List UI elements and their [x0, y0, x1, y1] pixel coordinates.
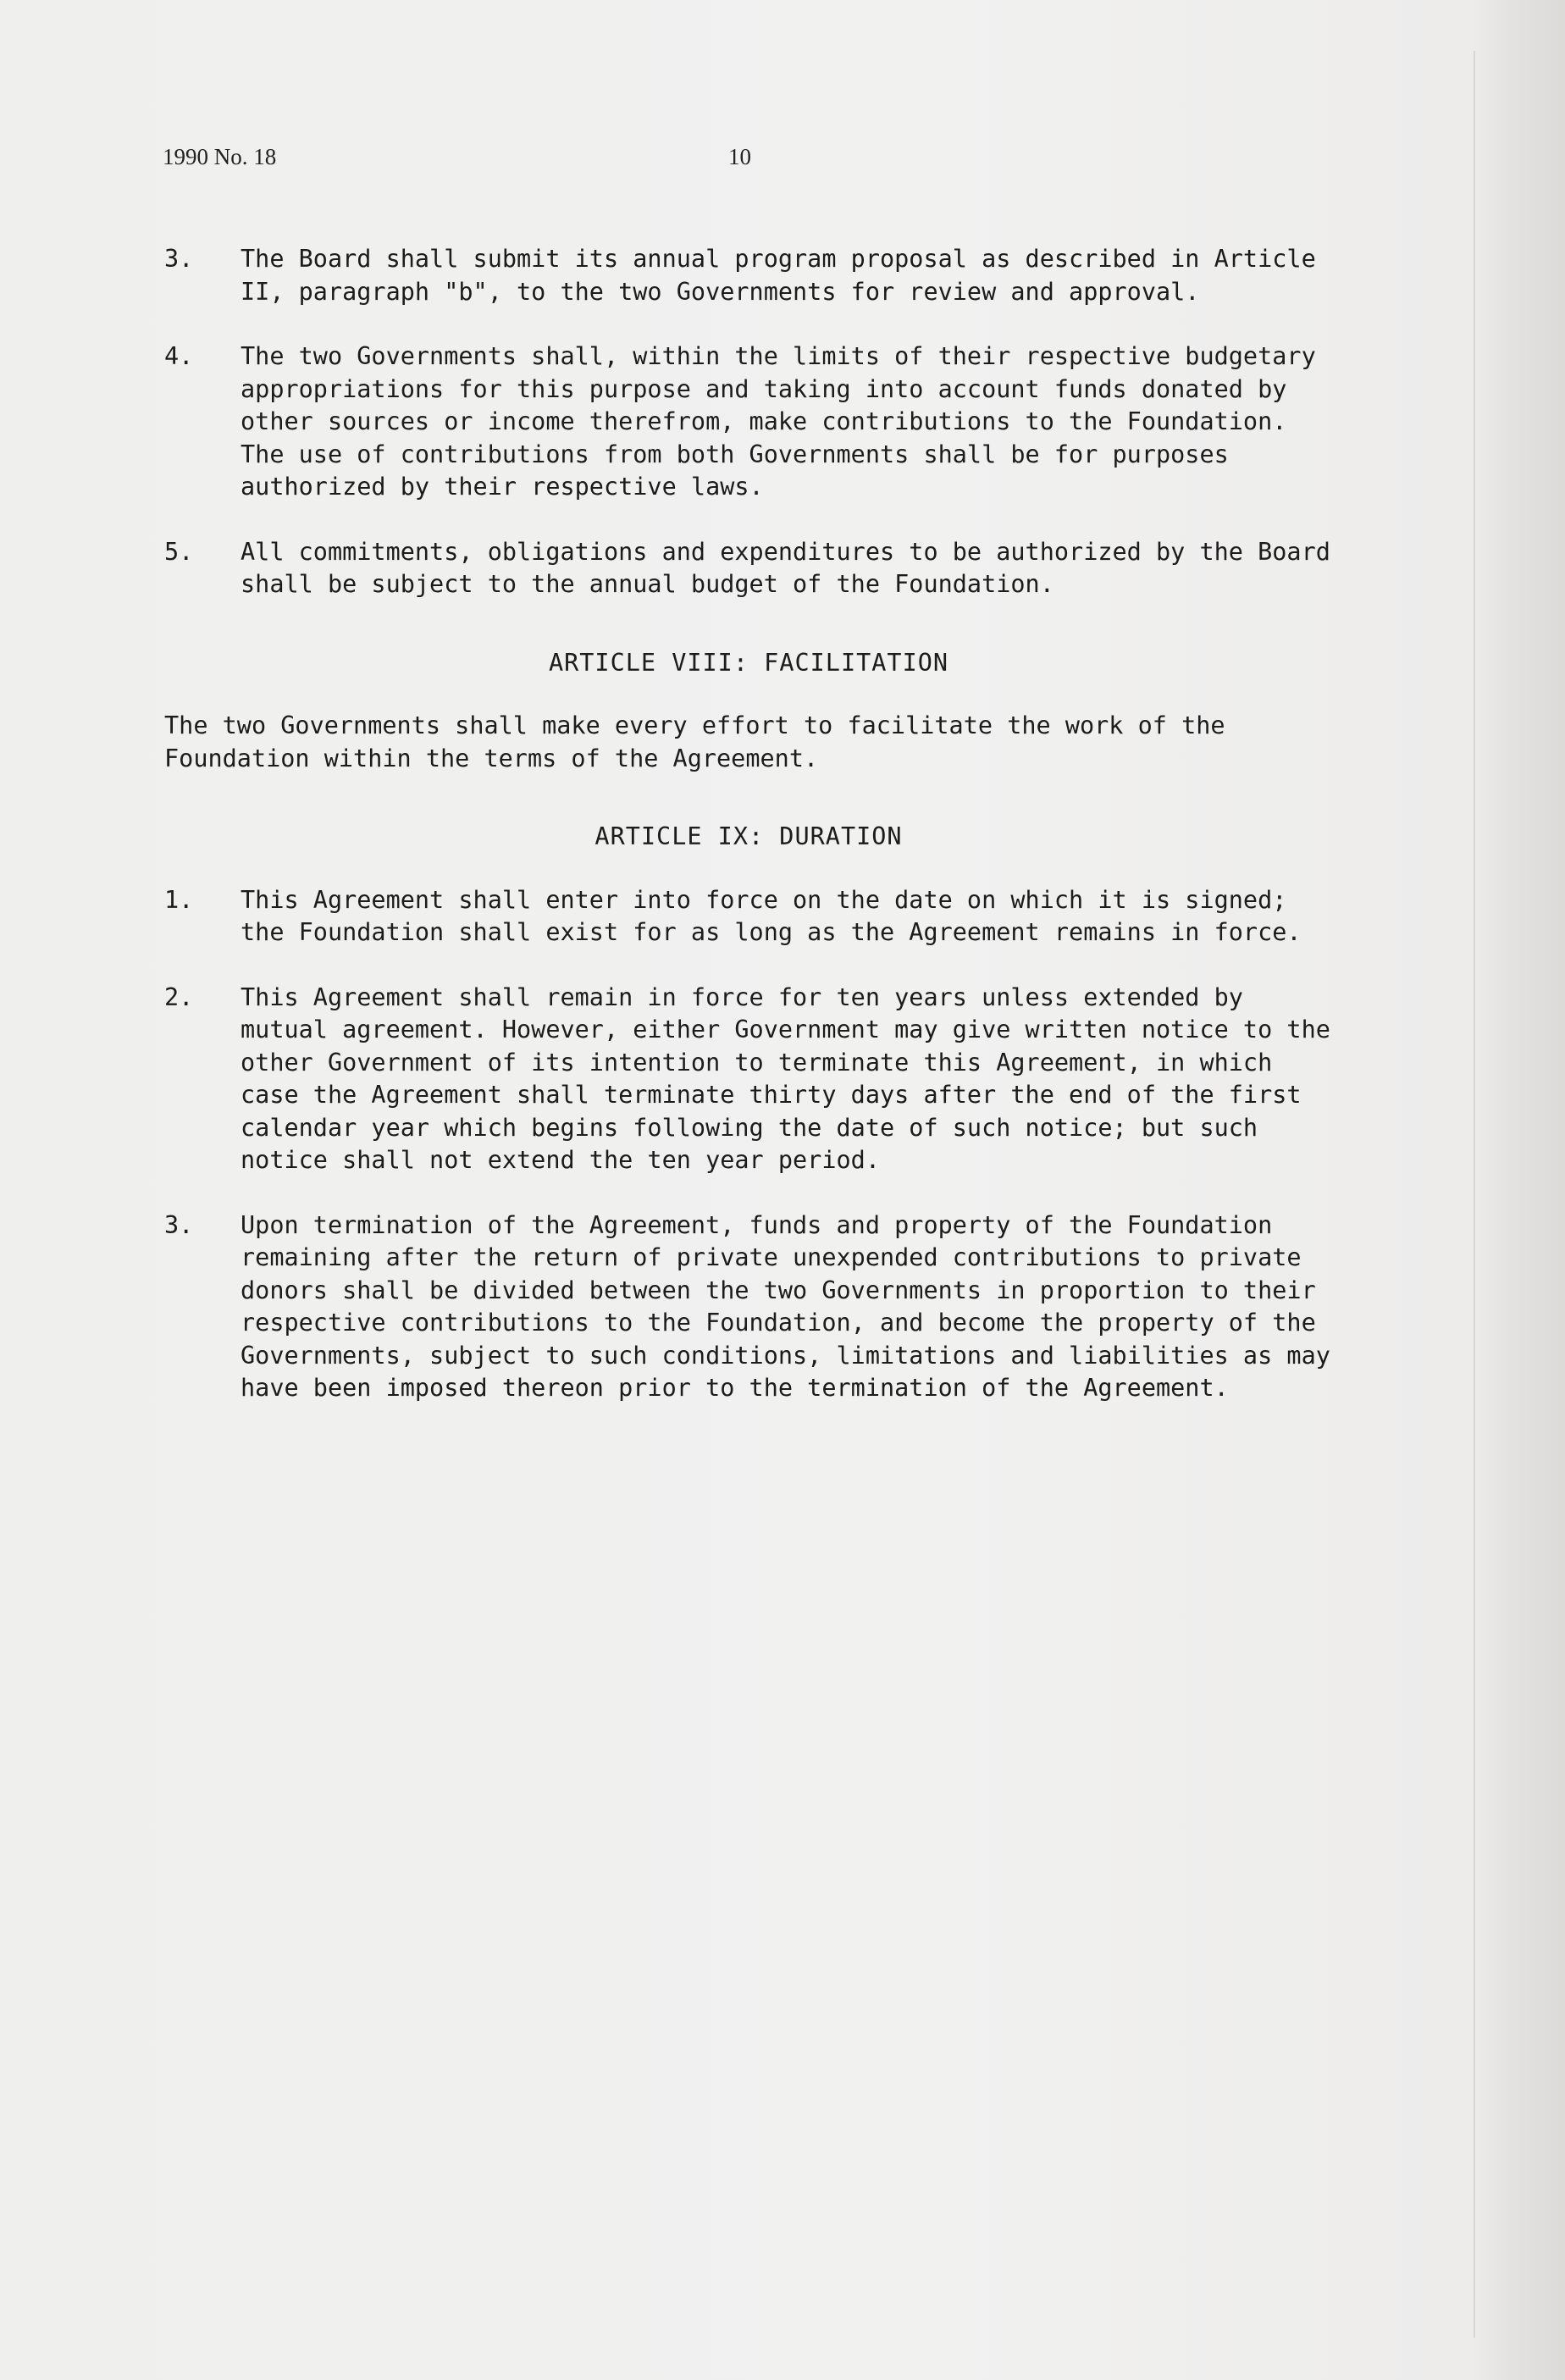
- item-text: This Agreement shall enter into force on the date on which it is signed; the Foundation shall exist for as long as the Agreement remains in force.: [241, 885, 1302, 946]
- header-page-number: 10: [728, 144, 751, 169]
- list-item: [164, 884, 1333, 949]
- list-item: [164, 1209, 1333, 1405]
- item-text: This Agreement shall remain in force for ten years unless extended by mutual agreement. However, either Government may give written notice to the other Government of its intention to terminate this Agreement, in which case the Agreement shall terminate thirty days after the end of the first calendar year which begins following the date of such notice; but such notice shall not extend the ten year period.: [241, 982, 1330, 1174]
- item-number: 3.: [164, 1210, 194, 1239]
- article-viii-heading: ARTICLE VIII: FACILITATION: [548, 648, 949, 677]
- list-item: [164, 982, 1333, 1177]
- article-ix-heading: ARTICLE IX: DURATION: [594, 822, 903, 850]
- item-number: 1.: [164, 885, 194, 914]
- page-edge-shadow: [1472, 0, 1565, 2380]
- item-text: The Board shall submit its annual program proposal as described in Article II, paragraph "b", to the two Governments for review and approval.: [241, 245, 1316, 306]
- header-year-number: 1990 No. 18: [163, 144, 277, 169]
- item-number: 5.: [164, 537, 194, 566]
- list-item: [164, 243, 1333, 308]
- document-body: [164, 243, 1333, 1437]
- item-text: All commitments, obligations and expenditures to be authorized by the Board shall be subject to the annual budget of the Foundation.: [241, 537, 1330, 598]
- list-item: [164, 340, 1333, 504]
- item-number: 4.: [164, 342, 194, 370]
- item-number: 3.: [164, 245, 194, 273]
- list-item: [164, 536, 1333, 601]
- item-text: Upon termination of the Agreement, funds and property of the Foundation remaining after the return of private unexpended contributions to private donors shall be divided between the two Governments in proportion to their respective contributions to the Foundation, and become the property of the Governments, subject to such conditions, limitations and liabilities as may have been imposed thereon prior to the termination of the Agreement.: [241, 1210, 1330, 1402]
- item-number: 2.: [164, 982, 194, 1011]
- article-viii-text: The two Governments shall make every effort to facilitate the work of the Foundation within the terms of the Agreement.: [164, 711, 1225, 772]
- page-edge-line: [1474, 51, 1475, 2338]
- item-text: The two Governments shall, within the limits of their respective budgetary appropriations for this purpose and taking into account funds donated by other sources or income therefrom, make contributions to the Foundation. The use of contributions from both Governments shall be for purposes authorized by their respective laws.: [241, 342, 1316, 501]
